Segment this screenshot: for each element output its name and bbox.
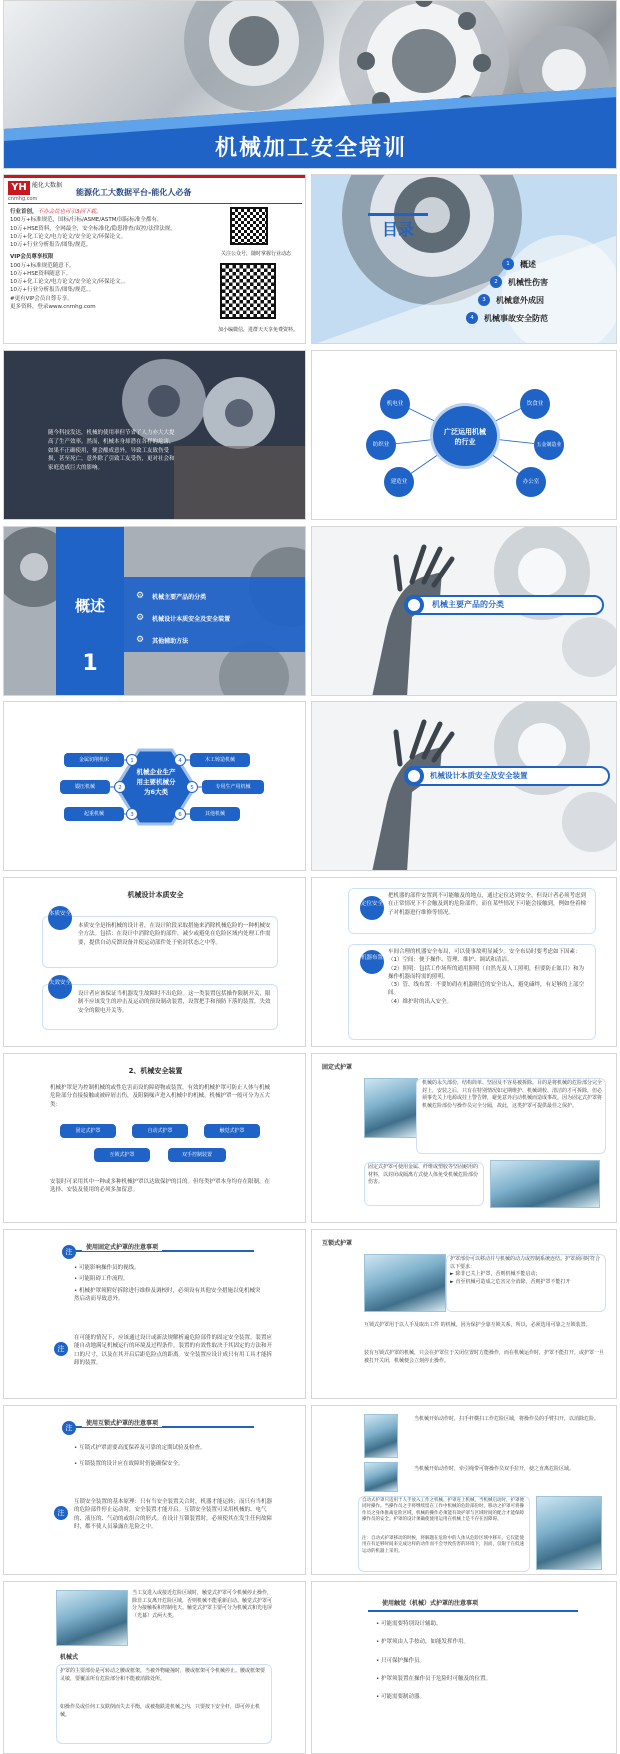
vip-line: 10万+化工论文/电力论文/安全论文/环保论文。。: [10, 279, 129, 285]
vip-line: 100万+标准规范随意下。: [10, 262, 75, 269]
paragraph: 当工友进入或接近危险区域时，触觉式护罩可令机械停止操作，除非工友离开危险区域，否则机械不能重新启动。触觉式护罩可分为接触板和控制电天。触觉式护罩主要可分为机械式和光电屏（光幕）式两大类。: [132, 1590, 273, 1619]
paragraph: 装有互锁式护罩的机械，只会在护罩位于关闭位置时方能操作，而在机械运作时，护罩不能打开，或护罩一旦被打开关闭，机械便会立刻停止操作。: [364, 1350, 605, 1364]
toc-title: 目录: [382, 220, 415, 239]
pullback-guard-illustration: [364, 1462, 398, 1492]
product-num: 4: [174, 754, 186, 766]
robot-hand-photo: [312, 702, 617, 871]
industry-item: 办公室: [516, 467, 546, 497]
section-label-text: 机械设计本质安全及安全装置: [430, 771, 528, 780]
cover-title: 机械加工安全培训: [214, 136, 407, 161]
overview-item-label: 其他辅助方法: [152, 637, 189, 645]
paragraph: 护罩的主要部份是可转动之腰或框架，当被外物碰撞时，腰或框架可令机械停止。腰或框架要灵敏，要覆盖所有危险部分和不能被消除处所。: [60, 1668, 266, 1682]
touch-use-slide: [311, 1581, 617, 1754]
paragraph: 机械的永久部份，结构简单、坚固及不容易被拆除。目的是将机械的危险部分完全封上，安装之后，只有在特别情况如定期维护、机械调校、清洁的才可拆除，但必须事先关上电源或挂上警告牌，避免意外启动机械而造成事故。因为固定式护罩将机械危险部份与操作员完全分隔，故此，这类护罩可提供最佳之保护。: [422, 1080, 603, 1109]
section-label-text: 机械主要产品的分类: [432, 600, 504, 609]
toc-label: 机械事故安全防范: [484, 313, 548, 323]
paragraph: 固定式护罩可使用金属、纤维或塑胶等坚固耐用的材料，以封闭或隔离方式使人体免受机械危险部份伤害。: [368, 1164, 479, 1185]
list-item: （1）空间：便于操作、管理、维护、调试和清洁。: [388, 957, 513, 964]
toc-label: 机械性伤害: [508, 277, 548, 287]
qr-code-icon: [230, 207, 268, 245]
bullet-item: • 可能需要制动器。: [376, 1694, 426, 1700]
tag-badge: 机器布置: [360, 950, 384, 974]
paragraph: 当机械开始动作时，牵引绳带可将操作员双手拉开，使之直离危险区域。: [414, 1466, 575, 1472]
slide-heading: 互锁式护罩: [322, 1240, 353, 1247]
overview-slide: [3, 526, 306, 696]
robot-slide: [311, 701, 617, 871]
industry-line: 10万+HSE资料，全网最全，安全标准化/隐患排查/双控/法律法规。: [10, 225, 176, 232]
guard-type-chip: 互锁式护罩: [94, 1148, 150, 1162]
fixed-guard-slide: [311, 1053, 617, 1223]
product-item: 其他机械: [190, 807, 240, 821]
toc-num: 1: [502, 258, 514, 270]
toc-label: 概述: [520, 259, 536, 269]
bullet-item: • 可能影响操作员的视线。: [74, 1265, 140, 1271]
products-slide: [3, 701, 306, 871]
sub-heading: 机械式: [60, 1654, 79, 1661]
guard-type-chip: 双手控制装置: [168, 1148, 226, 1162]
industry-line: 100万+标准规范，国标/行标/ASME/ASTM/国际标准全都有。: [10, 217, 163, 224]
bullet-item: • 护罩须装置在操作员于危险时可触及的位置。: [376, 1675, 492, 1682]
auto-guard-slide: [311, 1405, 617, 1575]
gear-icon: ⚙: [136, 635, 145, 645]
tag-badge: 失效安全: [48, 975, 72, 999]
paragraph: 互锁安全装置的基本原理：只有当安全装置关合时，机器才能运转；而只有当机器的危险部件停止运动时，安全装置才能开启。互锁安全装置可采用机械的、电气的、液压的、气动的或组合的形式。在设计互锁装置时，必须使其在发生任何故障时，都不使人员暴露在危险之中。: [74, 1499, 273, 1530]
product-num: 1: [126, 754, 138, 766]
devices-slide: [3, 1053, 306, 1223]
paragraph: 机械护罩是为控制机械的或性危害而设的障碍物或装置。有效的机械护罩可防止人体与机械危险部分直接接触或被碎屑击伤，及阻隔噪声进入机械中的机械。机械护罩一般可分为五大类：: [50, 1085, 271, 1108]
intro-text: 随今科技发达，机械的使用率但节省了人力亦大大提高了生产效率。然而，机械本身却潜在各样的危害，如果不正确使用，便会酿成意外，导致工友致伤受损，甚至死亡。意外除了引致工友受伤，更对社会和家庭造成巨大的影响。: [48, 430, 175, 472]
toc-label: 机械意外成因: [496, 295, 544, 305]
locate-slide: [311, 877, 617, 1047]
product-item: 木工铸造机械: [190, 753, 250, 767]
vip-head: VIP会员尊享权限: [10, 254, 54, 261]
intro-slide: [3, 350, 306, 520]
toc-item[interactable]: [502, 255, 548, 273]
tag-badge: 定位安全: [360, 896, 384, 920]
paragraph: 当机械开始动作时，扫手杆横扫工作危险区域，将操作员的手臂扫开，以消除危险。: [414, 1416, 600, 1422]
list-item: （2）照明：包括工作场所的通用照明（自然光及人工照明，但要防止眩目）和为操作机器而特需的照明。: [388, 965, 585, 980]
essential-slide: [3, 877, 306, 1047]
bearing-illustration: [312, 175, 617, 344]
bullet-item: • 只可保护操作员。: [376, 1657, 426, 1664]
requirement-item: ► 除非已关上护罩，否则机械不能启动；: [450, 1271, 541, 1277]
conveyor-illustration: [490, 1160, 600, 1208]
gear-icon: ⚙: [136, 591, 145, 601]
slide-heading: 2、机械安全装置: [128, 1067, 183, 1075]
industry-line: 10万+行业分析报告/图集/规范。: [10, 242, 92, 248]
paragraph: 互锁式护罩用于以人手及取出工件 的机械。因为保护全靠互锁关系，所以，必须选用可靠之互锁装置。: [364, 1322, 591, 1328]
toc-item[interactable]: [466, 309, 548, 327]
toc-num: 4: [466, 312, 478, 324]
toc-num: 3: [478, 294, 490, 306]
bullet-item: • 护罩须由人手按动，如能发挥作用。: [376, 1639, 470, 1646]
bullet-item: • 可能阻碍工作流程。: [74, 1276, 129, 1283]
vip-line: 10万+行业分析报告/图集/规范。。: [10, 287, 95, 294]
product-item: 起重机械: [64, 807, 124, 821]
paragraph: 护罩部份可以移动并与机械的动力或控制系统连结。护罩须同时符合以下要求：: [450, 1256, 601, 1270]
industry-center: 广泛运用机械的行业: [430, 403, 500, 469]
overview-item[interactable]: [136, 585, 230, 607]
bullet-item: • 机械护罩须附好拆除进行维修及调校时，必须设有其他安全措施以免机械突然启动而导致意外。: [74, 1287, 261, 1302]
paragraph: 安装时可采用其中一种或多种机械护罩以达致保护的目的。但每类护罩本身均存在限制，在选择、安装及使用的必须多加留意。: [50, 1179, 271, 1194]
logo-name: 能化大数据: [32, 182, 63, 189]
drill-machine-illustration: [364, 1078, 418, 1138]
list-item: （3）管、线布置：不要妨碍在机器附近的安全出入，避免磕绊，有足够的上部空间。: [388, 982, 585, 997]
qr-code-icon: [220, 263, 276, 319]
industry-slide: [311, 350, 617, 520]
gear-icon: ⚙: [136, 613, 145, 623]
industry-line: 10万+化工论文/电力论文/安全论文/环保论文。: [10, 233, 127, 240]
cover-slide: [3, 0, 617, 169]
paragraph: 本质安全是指机械的设计者，在设计阶段采取措施来消除机械危险的一种机械安全方法。包括：在设计中消除危险的部件，减少或避免在危险区域内处理工作需要，提供自动反馈设备并使运动部件处于密封状态之中等。: [78, 923, 271, 946]
industry-item: 纺织业: [366, 430, 396, 460]
robot-slide: [311, 526, 617, 696]
toc-slide: [311, 174, 617, 344]
slide-heading: 机械设计本质安全: [127, 891, 184, 899]
bullet-item: • 可能需要特别设计辅助。: [376, 1621, 442, 1627]
paragraph: 设计者应该保证当机器发生故障时不出危险。这一类装置包括操作限制开关，限制不应该发生的冲击及运动的预设制动装置，设置把手和预防下落的装置，失效安全的限电开关等。: [78, 991, 271, 1014]
interlock-machine-illustration: [364, 1254, 446, 1312]
touch-guard-illustration: [56, 1590, 128, 1646]
guard-type-chip: 触觉式护罩: [204, 1124, 260, 1138]
more-link[interactable]: 更多资料，登录www.cnmhg.com: [10, 303, 96, 310]
product-item: 金属切削机床: [64, 753, 124, 767]
industry-note: 不办会员也可引3回下载。: [37, 209, 102, 215]
industry-head: 行业首创，: [10, 209, 38, 215]
slide-heading: 使用固定式护罩的注意事项: [82, 1242, 162, 1251]
overview-item-label: 机械主要产品的分类: [152, 593, 207, 601]
slide-heading: 使用触觉（机械）式护罩的注意事项: [382, 1600, 479, 1607]
paragraph: 注：自动式护罩移动的时候，将解题在危险中的人体从危险区域中移开。它仅能使用在有足够时间来完成这样的动作而不会导致伤害的环境下，因而，仅限于在低速运动的机器上采用。: [362, 1536, 524, 1554]
note-icon: 注: [62, 1421, 76, 1435]
slide-heading: 固定式护罩: [322, 1064, 353, 1071]
guard-type-chip: 自动式护罩: [132, 1124, 188, 1138]
overview-item-label: 机械设计本质安全及安全装置: [152, 615, 231, 623]
product-item: 专用生产用机械: [202, 780, 264, 794]
qr1-caption: 关注公众号，随时掌握行业动态: [220, 251, 291, 257]
overview-title: 概述: [74, 597, 105, 615]
note-icon: 注: [62, 1245, 76, 1259]
vip-line: #更有VIP会员自尊专享。: [10, 295, 73, 302]
list-item: （4）维护时的出入安全。: [388, 998, 453, 1005]
note-icon: 注: [54, 1342, 68, 1356]
interlock-use-slide: [3, 1405, 306, 1575]
slide-heading: 使用互锁式护罩的注意事项: [82, 1418, 162, 1427]
products-center: 机械企业生产用主要机械分为6大类: [136, 768, 176, 796]
industry-item: 五金制造业: [534, 430, 564, 460]
toc-num: 2: [490, 276, 502, 288]
industry-item: 建造业: [384, 467, 414, 497]
paragraph: 车间合理的机器安全布局，可以使事故明显减少。安全布局时要考虑如下因素：: [388, 949, 581, 955]
guard-type-chip: 固定式护罩: [60, 1124, 116, 1138]
vip-line: 10万+HSE资料随意下。: [10, 270, 72, 277]
toc-item[interactable]: [490, 273, 548, 291]
bullet-item: • 互锁装置的设计应在故障时仍能确保安全。: [74, 1461, 184, 1468]
overview-num: 1: [82, 651, 98, 676]
bullet-item: • 互锁式护罩需要高度保养及可靠的定期试验及检查。: [74, 1445, 206, 1451]
industry-item: 机电业: [380, 389, 410, 419]
product-item: 锻压机械: [60, 780, 110, 794]
paragraph: 自动式护罩只适用于人手放入工作之机械。护罩连上机械，当机械启动时，护罩便同时操作。当操作员之手将继续留在工作中机械的危险部份时，移动之护罩可将操作员之身体推离危险区域，机械的操作必须能有效护罩与区域时间的配合才能保障操作员的安全。护罩的设计须确使使用运用在机械上是不存在因障碍。: [362, 1498, 524, 1522]
paragraph: 把机器的部件安置到不可能触及的地点，通过定位达到安全。但设计者必须考虑到在正常情况下不会触及到的危险部件，而在某些情况下可能会接触到，例如登着梯子对机器进行维修等情况。: [388, 893, 587, 916]
note-icon: 注: [54, 1506, 68, 1520]
qr2-caption: 加小编微信，进群天天享免费资料。: [217, 327, 298, 333]
logo-url: cnmhg.com: [8, 196, 38, 202]
requirement-item: ► 直至机械可造成之危害完全消除，否则护罩不能打开: [450, 1278, 571, 1285]
product-num: 5: [186, 781, 198, 793]
product-num: 2: [114, 781, 126, 793]
overview-item[interactable]: [136, 629, 230, 651]
industry-item: 饮食业: [520, 389, 550, 419]
paragraph: 在可能的情况下，应该通过设计或新法规解析遍危险部件的固定安全装置。装置应能自动地满足机械运行的环境及过程条件。装置的有效性取决于其固定的方法和开口的尺寸，以及在其开启后距危险点的距离。安全装置应设计成只有用工具才能拆卸的装置。: [74, 1335, 273, 1366]
fixed-use-slide: [3, 1229, 306, 1399]
circle-icon: [404, 766, 424, 786]
circle-icon: [404, 595, 424, 615]
logo-mark: YH: [8, 181, 30, 195]
platform-title: 能源化工大数据平台-能化人必备: [76, 188, 192, 197]
toc-item[interactable]: [478, 291, 548, 309]
interlock-slide: [311, 1229, 617, 1399]
touch-guard-slide: [3, 1581, 306, 1754]
paragraph: 如操作员或任何工友跌倒而失去平衡，或被拖跌进机械之内，只要按下安全杆，即可停止机械。: [60, 1704, 261, 1718]
product-num: 6: [174, 808, 186, 820]
promo-slide: [3, 174, 306, 344]
press-machine-illustration: [536, 1496, 602, 1570]
sweep-guard-illustration: [364, 1414, 398, 1458]
product-num: 3: [126, 808, 138, 820]
overview-item[interactable]: [136, 607, 230, 629]
tag-badge: 本质安全: [48, 906, 72, 930]
